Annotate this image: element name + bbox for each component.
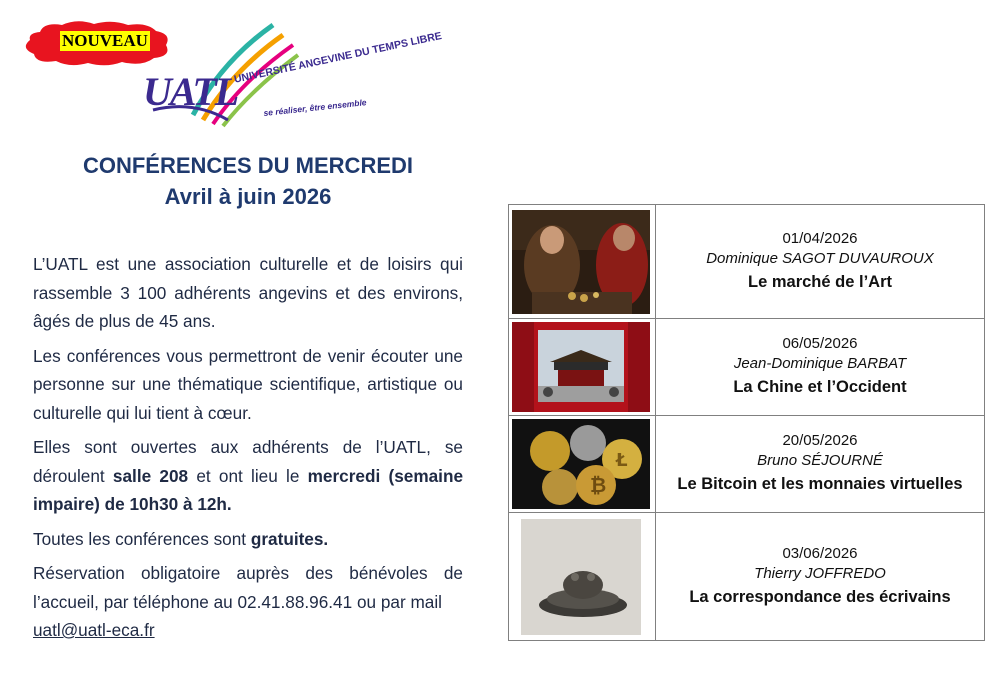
table-row	[509, 319, 985, 416]
schedule-when: mercredi (semaine impaire) de 10h30 à 12h.	[33, 465, 464, 514]
conference-details	[656, 205, 985, 319]
schedule-text-b: et ont lieu le	[188, 465, 308, 486]
table-row	[509, 205, 985, 319]
intro-paragraph-schedule	[33, 433, 463, 519]
conference-details	[656, 416, 985, 513]
conference-topic: Le Bitcoin et les monnaies virtuelles	[677, 475, 963, 493]
conference-schedule-table	[508, 204, 985, 641]
crypto-coins-image	[512, 419, 650, 509]
table-row	[509, 416, 985, 513]
badge-label: NOUVEAU	[62, 31, 148, 50]
conference-speaker: Jean-Dominique BARBAT	[733, 355, 907, 372]
conference-details	[656, 513, 985, 641]
svg-text:₿: ₿	[590, 473, 607, 497]
bronze-frog-inkwell-image	[521, 519, 641, 635]
conference-topic: La Chine et l’Occident	[733, 378, 907, 396]
conference-date: 20/05/2026	[782, 432, 858, 449]
intro-paragraph-booking	[33, 559, 463, 645]
free-text: Toutes les conférences sont	[33, 528, 251, 549]
conference-date: 06/05/2026	[782, 335, 858, 352]
forbidden-city-gate-image	[512, 322, 650, 412]
conference-topic: Le marché de l’Art	[748, 272, 892, 291]
logo-name: UNIVERSITÉ ANGEVINE DU TEMPS LIBRE	[233, 29, 443, 86]
conference-details	[656, 319, 985, 416]
image-cell	[509, 319, 656, 416]
room-label: salle 208	[112, 465, 189, 486]
page-title-block	[33, 150, 463, 212]
painting-merchants-image	[512, 210, 650, 314]
email-link[interactable]: uatl@uatl-eca.fr	[33, 620, 155, 640]
schedule-text-a: Elles sont ouvertes aux adhérents de l’UATL, se déroulent	[33, 437, 463, 486]
logo-letters: UATL	[143, 69, 238, 114]
image-cell	[509, 416, 656, 513]
page-title: CONFÉRENCES DU MERCREDI	[82, 153, 414, 178]
intro-paragraph-free	[33, 525, 463, 554]
free-label: gratuites.	[250, 528, 329, 549]
intro-paragraph-association: L’UATL est une association culturelle et de loisirs qui rassemble 3 100 adhérents angevins et des environs, âgés de plus de 45 ans.	[33, 254, 463, 331]
booking-text: Réservation obligatoire auprès des bénévoles de l’accueil, par téléphone au 02.41.88.96.41 ou par mail	[33, 563, 463, 612]
image-cell	[509, 513, 656, 641]
conference-speaker: Bruno SÉJOURNÉ	[757, 452, 883, 469]
uatl-logo	[133, 20, 443, 132]
image-cell	[509, 205, 656, 319]
intro-text	[33, 250, 463, 651]
page-subtitle: Avril à juin 2026	[164, 184, 332, 209]
logo-motto: se réaliser, être ensemble	[263, 97, 367, 118]
conference-date: 01/04/2026	[782, 229, 858, 247]
conference-topic: La correspondance des écrivains	[689, 587, 951, 606]
conference-speaker: Thierry JOFFREDO	[754, 564, 886, 582]
svg-text:Ł: Ł	[616, 450, 628, 471]
conference-date: 03/06/2026	[782, 544, 858, 562]
table-row	[509, 513, 985, 641]
intro-paragraph-conferences: Les conférences vous permettront de venir écouter une personne sur une thématique scientifique, artistique ou culturelle qui lui tient à cœur.	[33, 345, 463, 423]
conference-speaker: Dominique SAGOT DUVAUROUX	[706, 249, 934, 267]
